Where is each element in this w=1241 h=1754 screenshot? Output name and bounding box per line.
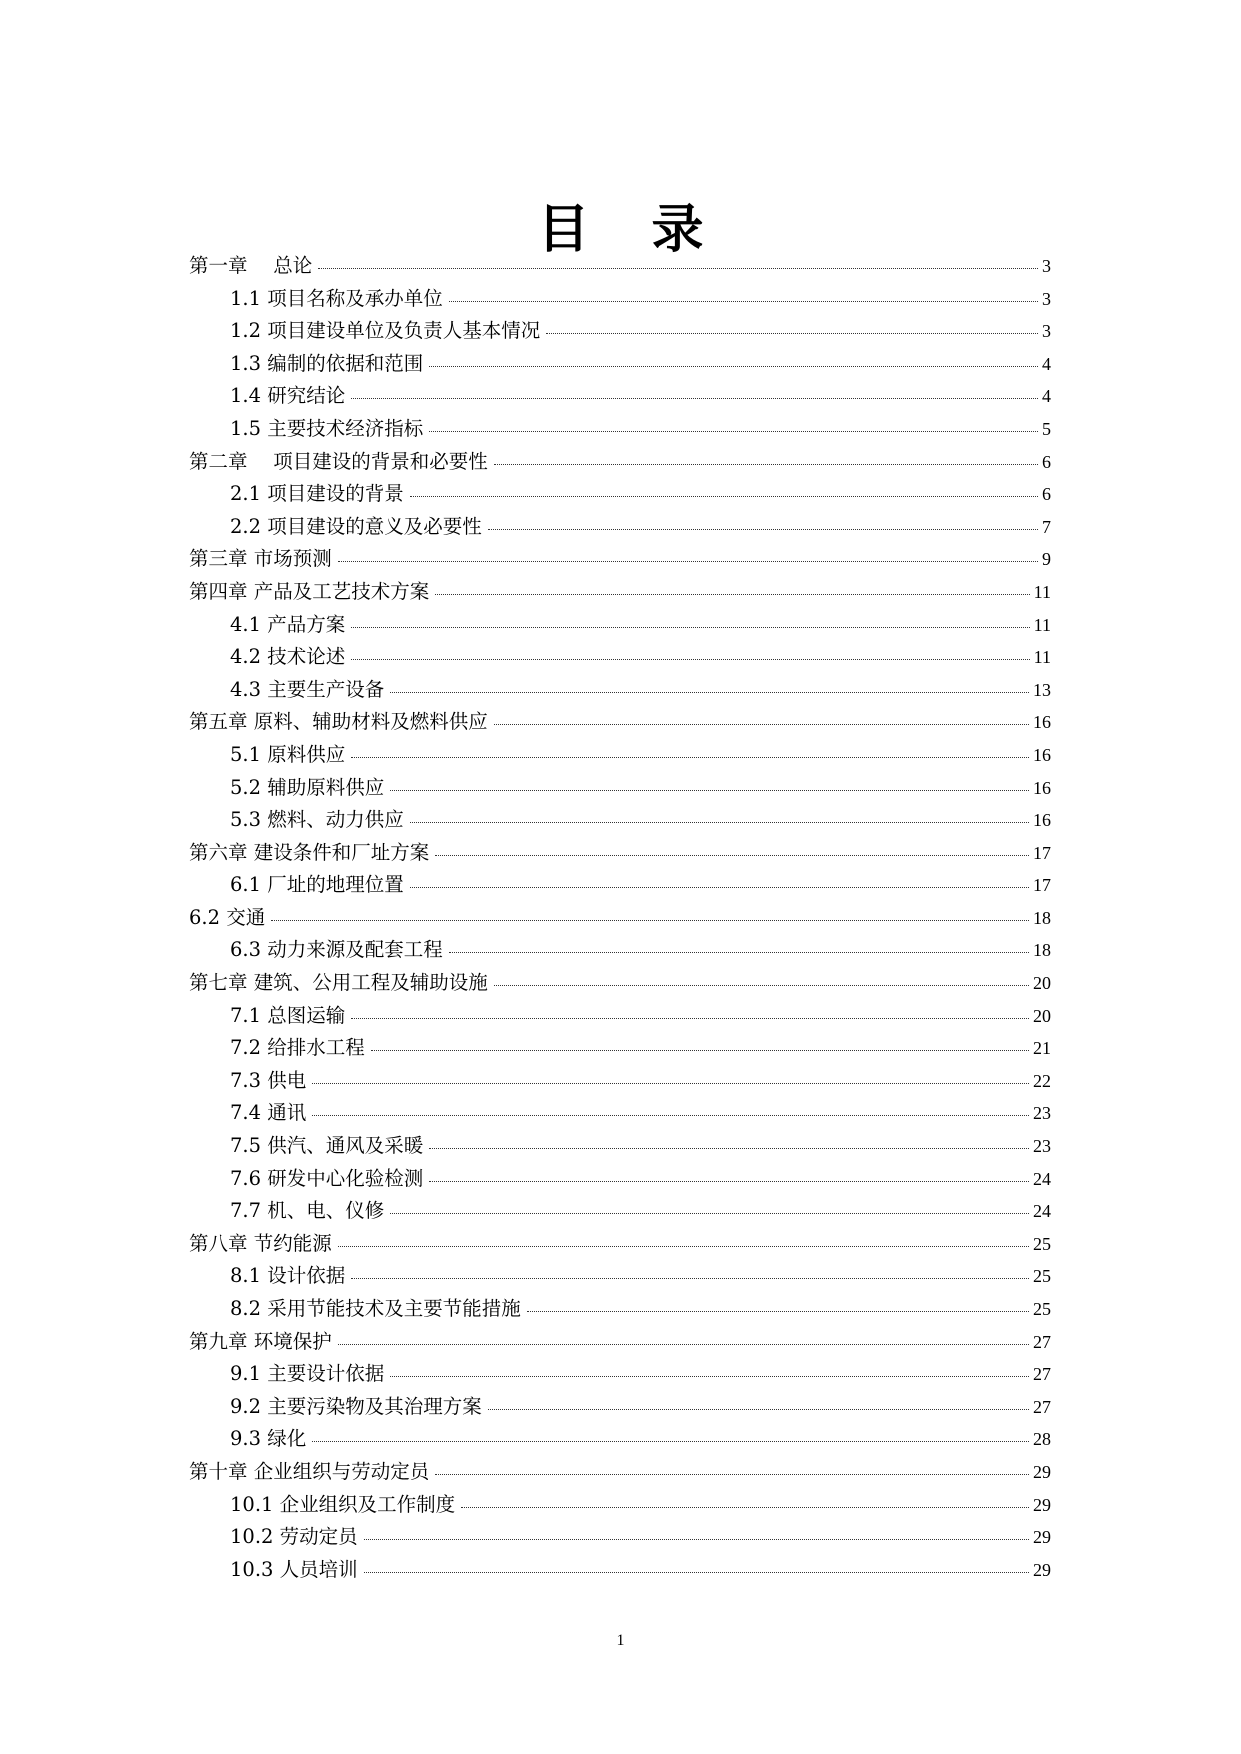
toc-section-entry[interactable] bbox=[189, 1065, 1051, 1098]
table-of-contents bbox=[189, 250, 1051, 1586]
toc-entry-label: 4.3 主要生产设备 bbox=[230, 677, 385, 701]
toc-section-entry[interactable] bbox=[189, 869, 1051, 902]
toc-entry-page: 29 bbox=[1033, 1559, 1051, 1580]
toc-dot-leader bbox=[390, 1374, 1029, 1377]
toc-section-entry[interactable] bbox=[189, 1423, 1051, 1456]
toc-chapter-entry[interactable] bbox=[189, 902, 1051, 935]
toc-entry-label: 4.2 技术论述 bbox=[230, 645, 346, 669]
toc-entry-page: 27 bbox=[1033, 1364, 1051, 1385]
toc-chapter-entry[interactable] bbox=[189, 543, 1051, 576]
toc-section-entry[interactable] bbox=[189, 641, 1051, 674]
toc-entry-page: 20 bbox=[1033, 1005, 1051, 1026]
toc-entry-label: 第七章 建筑、公用工程及辅助设施 bbox=[189, 971, 488, 995]
toc-chapter-entry[interactable] bbox=[189, 446, 1051, 479]
toc-entry-label: 第四章 产品及工艺技术方案 bbox=[189, 579, 430, 603]
toc-entry-label: 第五章 原料、辅助材料及燃料供应 bbox=[189, 710, 488, 734]
toc-dot-leader bbox=[410, 885, 1029, 888]
toc-entry-label: 4.1 产品方案 bbox=[230, 612, 346, 636]
toc-entry-label: 8.2 采用节能技术及主要节能措施 bbox=[230, 1297, 521, 1320]
toc-entry-label: 1.1 项目名称及承办单位 bbox=[230, 286, 443, 310]
toc-chapter-entry[interactable] bbox=[189, 1228, 1051, 1261]
toc-chapter-entry[interactable] bbox=[189, 837, 1051, 870]
toc-entry-label: 1.5 主要技术经济指标 bbox=[230, 416, 424, 440]
toc-dot-leader bbox=[312, 1113, 1029, 1116]
toc-dot-leader bbox=[390, 1211, 1029, 1214]
toc-entry-page: 7 bbox=[1042, 516, 1051, 537]
toc-entry-page: 5 bbox=[1042, 418, 1051, 439]
toc-section-entry[interactable] bbox=[189, 1554, 1051, 1587]
toc-entry-page: 28 bbox=[1033, 1429, 1051, 1450]
toc-dot-leader bbox=[449, 299, 1038, 302]
toc-dot-leader bbox=[364, 1570, 1029, 1573]
toc-dot-leader bbox=[429, 364, 1038, 367]
toc-section-entry[interactable] bbox=[189, 1260, 1051, 1293]
toc-dot-leader bbox=[435, 853, 1029, 856]
toc-dot-leader bbox=[546, 331, 1038, 334]
toc-dot-leader bbox=[351, 625, 1029, 628]
toc-entry-label: 1.4 研究结论 bbox=[230, 384, 346, 408]
toc-entry-page: 22 bbox=[1033, 1070, 1051, 1091]
toc-entry-page: 16 bbox=[1033, 777, 1051, 798]
toc-entry-page: 27 bbox=[1033, 1331, 1051, 1352]
toc-dot-leader bbox=[390, 690, 1029, 693]
toc-entry-page: 6 bbox=[1042, 451, 1051, 472]
toc-section-entry[interactable] bbox=[189, 609, 1051, 642]
toc-dot-leader bbox=[410, 494, 1038, 497]
toc-entry-page: 20 bbox=[1033, 973, 1051, 994]
toc-section-entry[interactable] bbox=[189, 1000, 1051, 1033]
toc-entry-page: 4 bbox=[1042, 353, 1051, 374]
toc-section-entry[interactable] bbox=[189, 1032, 1051, 1065]
toc-entry-page: 29 bbox=[1033, 1494, 1051, 1515]
toc-entry-label: 第十章 企业组织与劳动定员 bbox=[189, 1459, 430, 1483]
toc-entry-label: 9.2 主要污染物及其治理方案 bbox=[230, 1394, 482, 1418]
toc-entry-label: 8.1 设计依据 bbox=[230, 1264, 346, 1288]
toc-chapter-entry[interactable] bbox=[189, 1326, 1051, 1359]
toc-dot-leader bbox=[318, 266, 1038, 269]
toc-entry-page: 11 bbox=[1033, 614, 1051, 635]
toc-entry-page: 29 bbox=[1033, 1527, 1051, 1548]
toc-entry-label: 7.6 研发中心化验检测 bbox=[230, 1166, 424, 1190]
toc-entry-label: 10.1 企业组织及工作制度 bbox=[230, 1492, 456, 1516]
toc-dot-leader bbox=[429, 1179, 1029, 1182]
toc-entry-page: 24 bbox=[1033, 1201, 1051, 1222]
toc-section-entry[interactable] bbox=[189, 1489, 1051, 1522]
toc-entry-page: 25 bbox=[1033, 1233, 1051, 1254]
toc-dot-leader bbox=[312, 1439, 1029, 1442]
toc-entry-label: 7.3 供电 bbox=[230, 1068, 307, 1092]
toc-entry-page: 17 bbox=[1033, 842, 1051, 863]
toc-entry-page: 3 bbox=[1042, 256, 1051, 276]
toc-entry-page: 9 bbox=[1042, 549, 1051, 570]
toc-entry-page: 3 bbox=[1042, 321, 1051, 342]
toc-entry-page: 25 bbox=[1033, 1266, 1051, 1287]
toc-entry-label: 7.5 供汽、通风及采暖 bbox=[230, 1134, 424, 1158]
toc-dot-leader bbox=[435, 592, 1029, 595]
toc-entry-label: 第三章 市场预测 bbox=[189, 547, 332, 571]
toc-section-entry[interactable] bbox=[189, 772, 1051, 805]
toc-entry-label: 9.1 主要设计依据 bbox=[230, 1362, 385, 1386]
toc-dot-leader bbox=[371, 1048, 1029, 1051]
toc-entry-page: 16 bbox=[1033, 712, 1051, 733]
toc-section-entry[interactable] bbox=[189, 511, 1051, 544]
toc-entry-page: 3 bbox=[1042, 288, 1051, 309]
toc-dot-leader bbox=[271, 918, 1029, 921]
toc-dot-leader bbox=[429, 1146, 1029, 1149]
page-number: 1 bbox=[616, 1632, 625, 1649]
toc-entry-label: 7.1 总图运输 bbox=[230, 1003, 346, 1027]
toc-entry-page: 13 bbox=[1033, 679, 1051, 700]
toc-section-entry[interactable] bbox=[189, 315, 1051, 348]
toc-section-entry[interactable] bbox=[189, 1130, 1051, 1163]
toc-chapter-entry[interactable] bbox=[189, 967, 1051, 1000]
toc-dot-leader bbox=[488, 527, 1038, 530]
toc-entry-label: 6.2 交通 bbox=[189, 905, 266, 929]
toc-entry-label: 7.2 给排水工程 bbox=[230, 1036, 365, 1060]
toc-section-entry[interactable] bbox=[189, 1521, 1051, 1554]
toc-entry-page: 23 bbox=[1033, 1136, 1051, 1157]
toc-entry-page: 29 bbox=[1033, 1461, 1051, 1482]
toc-chapter-entry[interactable] bbox=[189, 250, 1051, 283]
toc-entry-label: 7.4 通讯 bbox=[230, 1101, 307, 1125]
toc-dot-leader bbox=[449, 950, 1029, 953]
toc-chapter-entry[interactable] bbox=[189, 706, 1051, 739]
toc-entry-label: 9.3 绿化 bbox=[230, 1427, 307, 1451]
toc-section-entry[interactable] bbox=[189, 934, 1051, 967]
toc-dot-leader bbox=[410, 820, 1029, 823]
toc-section-entry[interactable] bbox=[189, 1195, 1051, 1228]
toc-entry-page: 4 bbox=[1042, 386, 1051, 407]
toc-section-entry[interactable] bbox=[189, 1293, 1051, 1326]
toc-entry-label: 1.2 项目建设单位及负责人基本情况 bbox=[230, 319, 541, 343]
toc-entry-label: 6.1 厂址的地理位置 bbox=[230, 873, 404, 897]
toc-dot-leader bbox=[527, 1309, 1029, 1312]
toc-dot-leader bbox=[494, 722, 1029, 725]
toc-dot-leader bbox=[494, 983, 1029, 986]
toc-section-entry[interactable] bbox=[189, 1163, 1051, 1196]
toc-section-entry[interactable] bbox=[189, 1358, 1051, 1391]
toc-section-entry[interactable] bbox=[189, 1391, 1051, 1424]
toc-dot-leader bbox=[351, 1016, 1029, 1019]
toc-entry-page: 24 bbox=[1033, 1168, 1051, 1189]
toc-entry-page: 18 bbox=[1033, 907, 1051, 928]
toc-section-entry[interactable] bbox=[189, 739, 1051, 772]
title-char-2: 录 bbox=[651, 198, 704, 260]
toc-entry-label: 第九章 环境保护 bbox=[189, 1329, 332, 1353]
toc-entry-page: 25 bbox=[1033, 1299, 1051, 1319]
toc-entry-page: 6 bbox=[1042, 484, 1051, 505]
toc-entry-label: 6.3 动力来源及配套工程 bbox=[230, 938, 443, 962]
toc-dot-leader bbox=[338, 1244, 1029, 1247]
title-char-1: 目 bbox=[537, 198, 590, 260]
toc-dot-leader bbox=[351, 396, 1038, 399]
toc-entry-page: 23 bbox=[1033, 1103, 1051, 1124]
toc-entry-page: 11 bbox=[1033, 647, 1051, 668]
toc-entry-page: 21 bbox=[1033, 1038, 1051, 1059]
toc-entry-label: 2.2 项目建设的意义及必要性 bbox=[230, 514, 482, 538]
toc-entry-page: 17 bbox=[1033, 875, 1051, 896]
toc-entry-label: 5.3 燃料、动力供应 bbox=[230, 808, 404, 832]
toc-dot-leader bbox=[488, 1407, 1029, 1410]
toc-dot-leader bbox=[461, 1505, 1029, 1508]
toc-entry-page: 18 bbox=[1033, 940, 1051, 961]
toc-dot-leader bbox=[435, 1472, 1029, 1475]
toc-section-entry[interactable] bbox=[189, 413, 1051, 446]
toc-entry-page: 11 bbox=[1033, 581, 1051, 602]
toc-entry-label: 2.1 项目建设的背景 bbox=[230, 482, 404, 506]
toc-dot-leader bbox=[364, 1537, 1029, 1540]
toc-section-entry[interactable] bbox=[189, 348, 1051, 381]
toc-dot-leader bbox=[351, 657, 1029, 660]
toc-dot-leader bbox=[390, 788, 1029, 791]
toc-section-entry[interactable] bbox=[189, 283, 1051, 316]
toc-section-entry[interactable] bbox=[189, 1097, 1051, 1130]
toc-dot-leader bbox=[338, 1342, 1029, 1345]
toc-dot-leader bbox=[494, 462, 1038, 465]
toc-chapter-entry[interactable] bbox=[189, 576, 1051, 609]
toc-entry-label: 第二章 项目建设的背景和必要性 bbox=[189, 449, 488, 473]
toc-entry-label: 5.1 原料供应 bbox=[230, 742, 346, 766]
toc-dot-leader bbox=[312, 1081, 1029, 1084]
toc-dot-leader bbox=[351, 1276, 1029, 1279]
toc-entry-label: 10.2 劳动定员 bbox=[230, 1525, 358, 1549]
toc-dot-leader bbox=[338, 559, 1038, 562]
toc-entry-label: 7.7 机、电、仪修 bbox=[230, 1199, 385, 1223]
toc-section-entry[interactable] bbox=[189, 804, 1051, 837]
toc-section-entry[interactable] bbox=[189, 674, 1051, 707]
toc-dot-leader bbox=[429, 429, 1038, 432]
toc-entry-page: 16 bbox=[1033, 810, 1051, 831]
toc-entry-label: 1.3 编制的依据和范围 bbox=[230, 351, 424, 375]
toc-section-entry[interactable] bbox=[189, 380, 1051, 413]
toc-chapter-entry[interactable] bbox=[189, 1456, 1051, 1489]
toc-entry-page: 27 bbox=[1033, 1396, 1051, 1417]
toc-entry-page: 16 bbox=[1033, 744, 1051, 765]
toc-entry-label: 5.2 辅助原料供应 bbox=[230, 775, 385, 799]
toc-entry-label: 第八章 节约能源 bbox=[189, 1231, 332, 1255]
toc-dot-leader bbox=[351, 755, 1029, 758]
toc-entry-label: 10.3 人员培训 bbox=[230, 1557, 358, 1581]
toc-entry-label: 第一章 总论 bbox=[189, 254, 313, 277]
toc-section-entry[interactable] bbox=[189, 478, 1051, 511]
toc-entry-label: 第六章 建设条件和厂址方案 bbox=[189, 840, 430, 864]
